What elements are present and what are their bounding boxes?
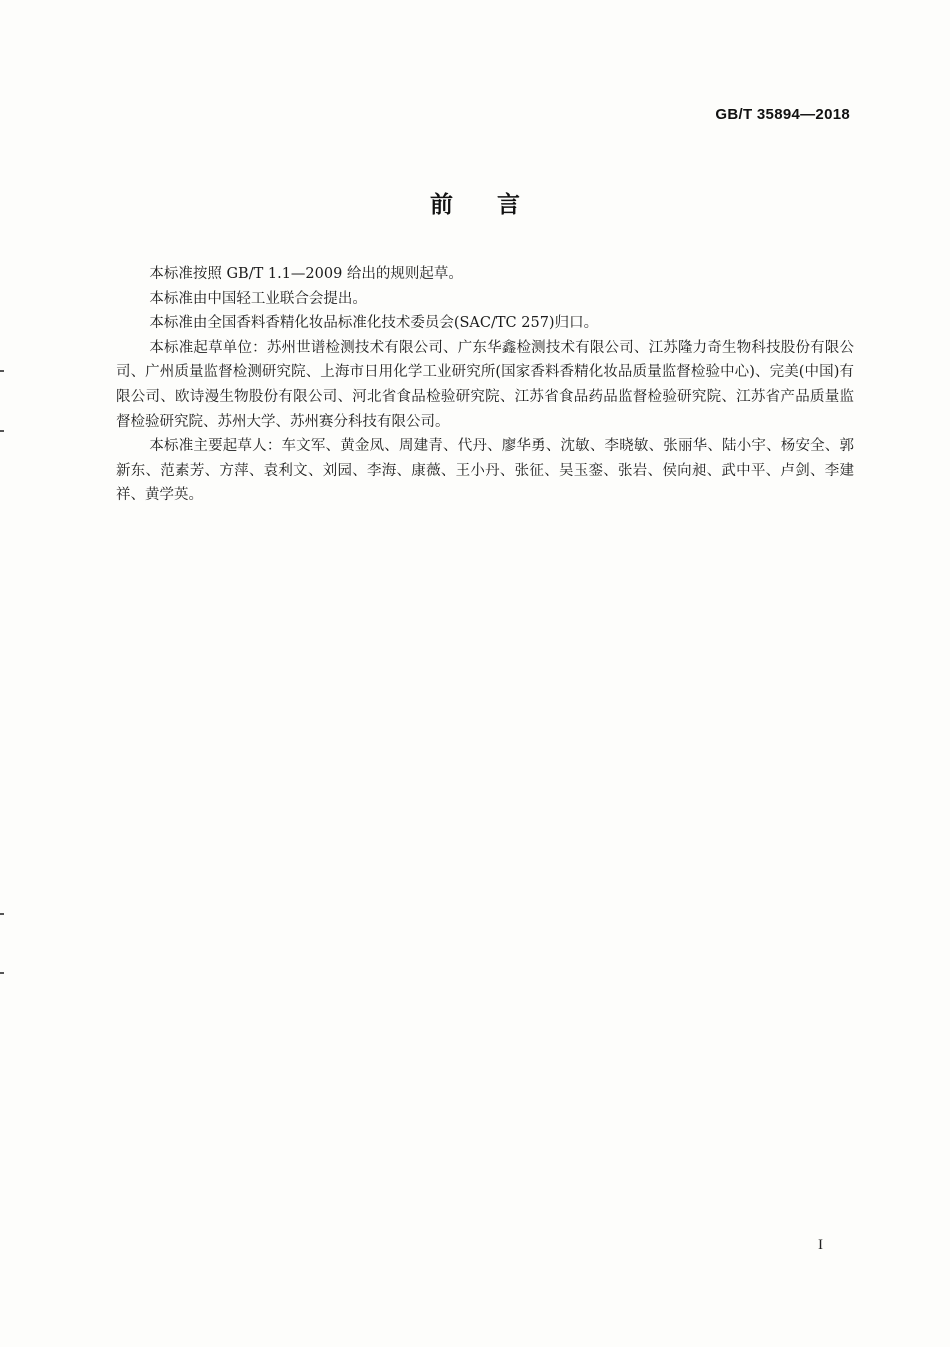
scan-mark [0,430,4,432]
paragraph-drafting-units: 本标准起草单位：苏州世谱检测技术有限公司、广东华鑫检测技术有限公司、江苏隆力奇生物科技股份有限公司、广州质量监督检测研究院、上海市日用化学工业研究所(国家香料香精化妆品质量监督检验中心)、完美(中国)有限公司、欧诗漫生物股份有限公司、河北省食品检验研究院、江苏省食品药品监督检验研究院、江苏省产品质量监督检验研究院、苏州大学、苏州赛分科技有限公司。 [116,339,854,430]
scan-mark [0,370,4,372]
scan-mark [0,913,4,915]
paragraph-proposer: 本标准由中国轻工业联合会提出。 [149,290,367,307]
paragraph-drafting-rules: 本标准按照 GB/T 1.1—2009 给出的规则起草。 [149,266,463,282]
paragraph-drafters: 本标准主要起草人：车文军、黄金凤、周建青、代丹、廖华勇、沈敏、李晓敏、张丽华、陆小宇、杨安全、郭新东、范素芳、方萍、袁利文、刘园、李海、康薇、王小丹、张征、吴玉銮、张岩、侯向昶、武中平、卢剑、李建祥、黄学英。 [116,438,854,504]
page-number: I [818,1237,823,1253]
paragraph-administrator: 本标准由全国香料香精化妆品标准化技术委员会(SAC/TC 257)归口。 [149,315,599,332]
page-title: 前言 [430,192,564,218]
standard-code: GB/T 35894—2018 [715,106,850,123]
body-text [116,262,854,508]
scan-mark [0,972,4,974]
